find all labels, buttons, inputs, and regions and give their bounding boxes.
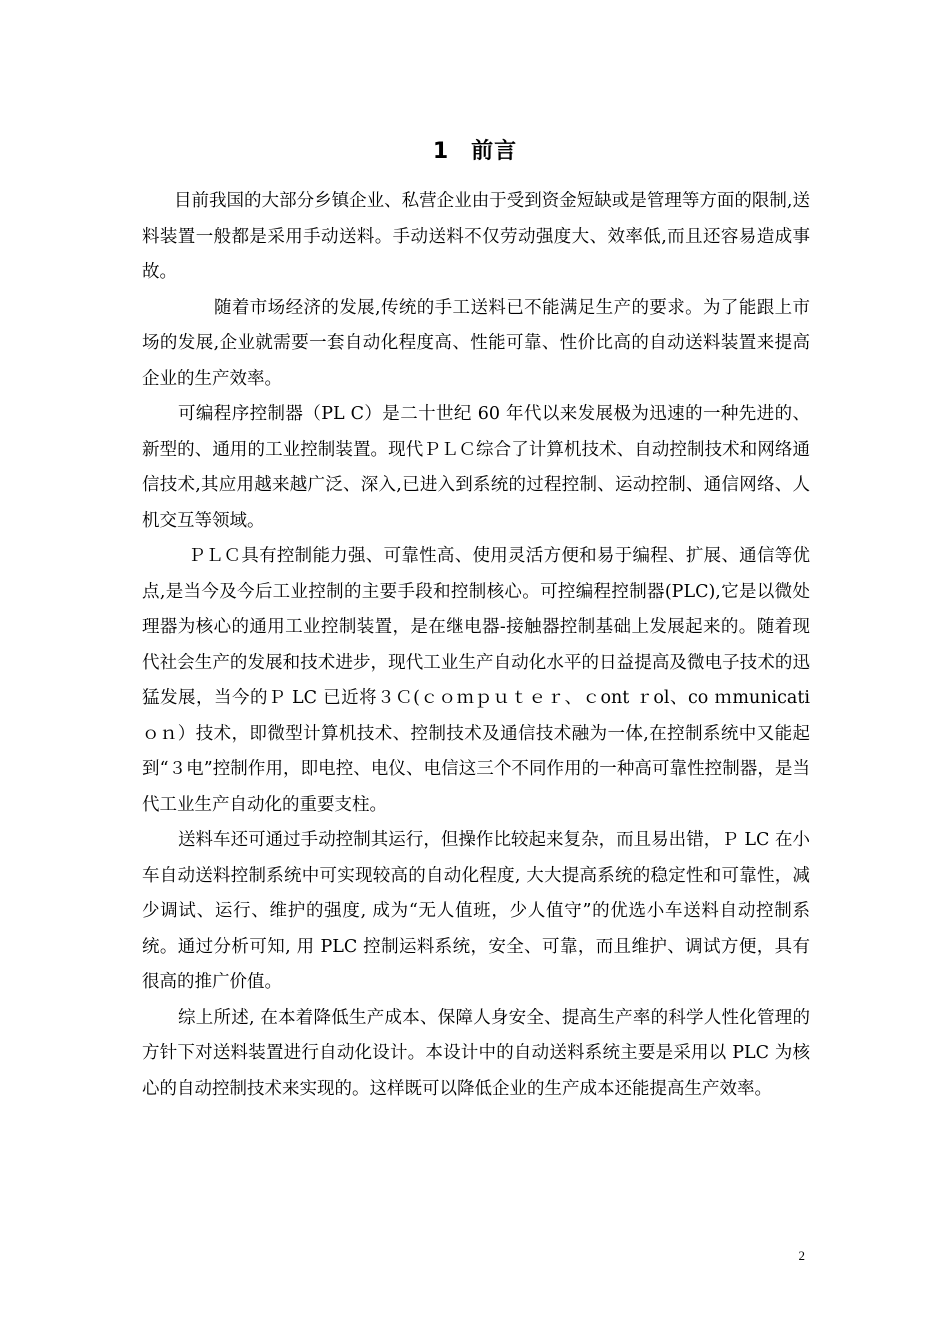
paragraph: 可编程序控制器（PL C）是二十世纪 60 年代以来发展极为迅速的一种先进的、新型的、通用的工业控制装置。现代ＰＬＣ综合了计算机技术、自动控制技术和网络通信技术,其应用越来越广泛、深入,已进入到系统的过程控制、运动控制、通信网络、人机交互等领域。: [142, 404, 810, 531]
body-text: [142, 184, 810, 1107]
section-number: 1: [432, 139, 450, 164]
paragraph: 目前我国的大部分乡镇企业、私营企业由于受到资金短缺或是管理等方面的限制,送料装置一般都是采用手动送料。手动送料不仅劳动强度大、效率低,而且还容易造成事故。: [142, 191, 810, 282]
paragraph: 随着市场经济的发展,传统的手工送料已不能满足生产的要求。为了能跟上市场的发展,企业就需要一套自动化程度高、性能可靠、性价比高的自动送料装置来提高企业的生产效率。: [142, 297, 810, 389]
paragraph: ＰＬＣ具有控制能力强、可靠性高、使用灵活方便和易于编程、扩展、通信等优点,是当今及今后工业控制的主要手段和控制核心。可控编程控制器(PLC),它是以微处理器为核心的通用工业控制装置，是在继电器-接触器控制基础上发展起来的。随着现代社会生产的发展和技术进步，现代工业生产自动化水平的日益提高及微电子技术的迅猛发展，当今的Ｐ LC 已近将３Ｃ(ｃｏｍｐｕｔｅｒ、ｃont ｒol、co ｍmunicati ｏｎ）技术，即微型计算机技术、控制技术及通信技术融为一体,在控制系统中又能起到“３电”控制作用，即电控、电仪、电信这三个不同作用的一种高可靠性控制器，是当代工业生产自动化的重要支柱。: [142, 546, 810, 815]
paragraph: 送料车还可通过手动控制其运行，但操作比较起来复杂，而且易出错，Ｐ LC 在小车自动送料控制系统中可实现较高的自动化程度, 大大提高系统的稳定性和可靠性，减少调试、运行、维护的强度, 成为“无人值班，少人值守”的优选小车送料自动控制系统。通过分析可知, 用 PLC 控制运料系统，安全、可靠，而且维护、调试方便，具有很高的推广价值。: [142, 830, 810, 992]
paragraph: 综上所述, 在本着降低生产成本、保障人身安全、提高生产率的科学人性化管理的方针下对送料装置进行自动化设计。本设计中的自动送料系统主要是采用以 PLC 为核心的自动控制技术来实现的。这样既可以降低企业的生产成本还能提高生产效率。: [142, 1007, 810, 1099]
page-number: 2: [798, 1248, 805, 1263]
section-heading: [0, 134, 950, 165]
section-title: 前言: [471, 139, 518, 164]
